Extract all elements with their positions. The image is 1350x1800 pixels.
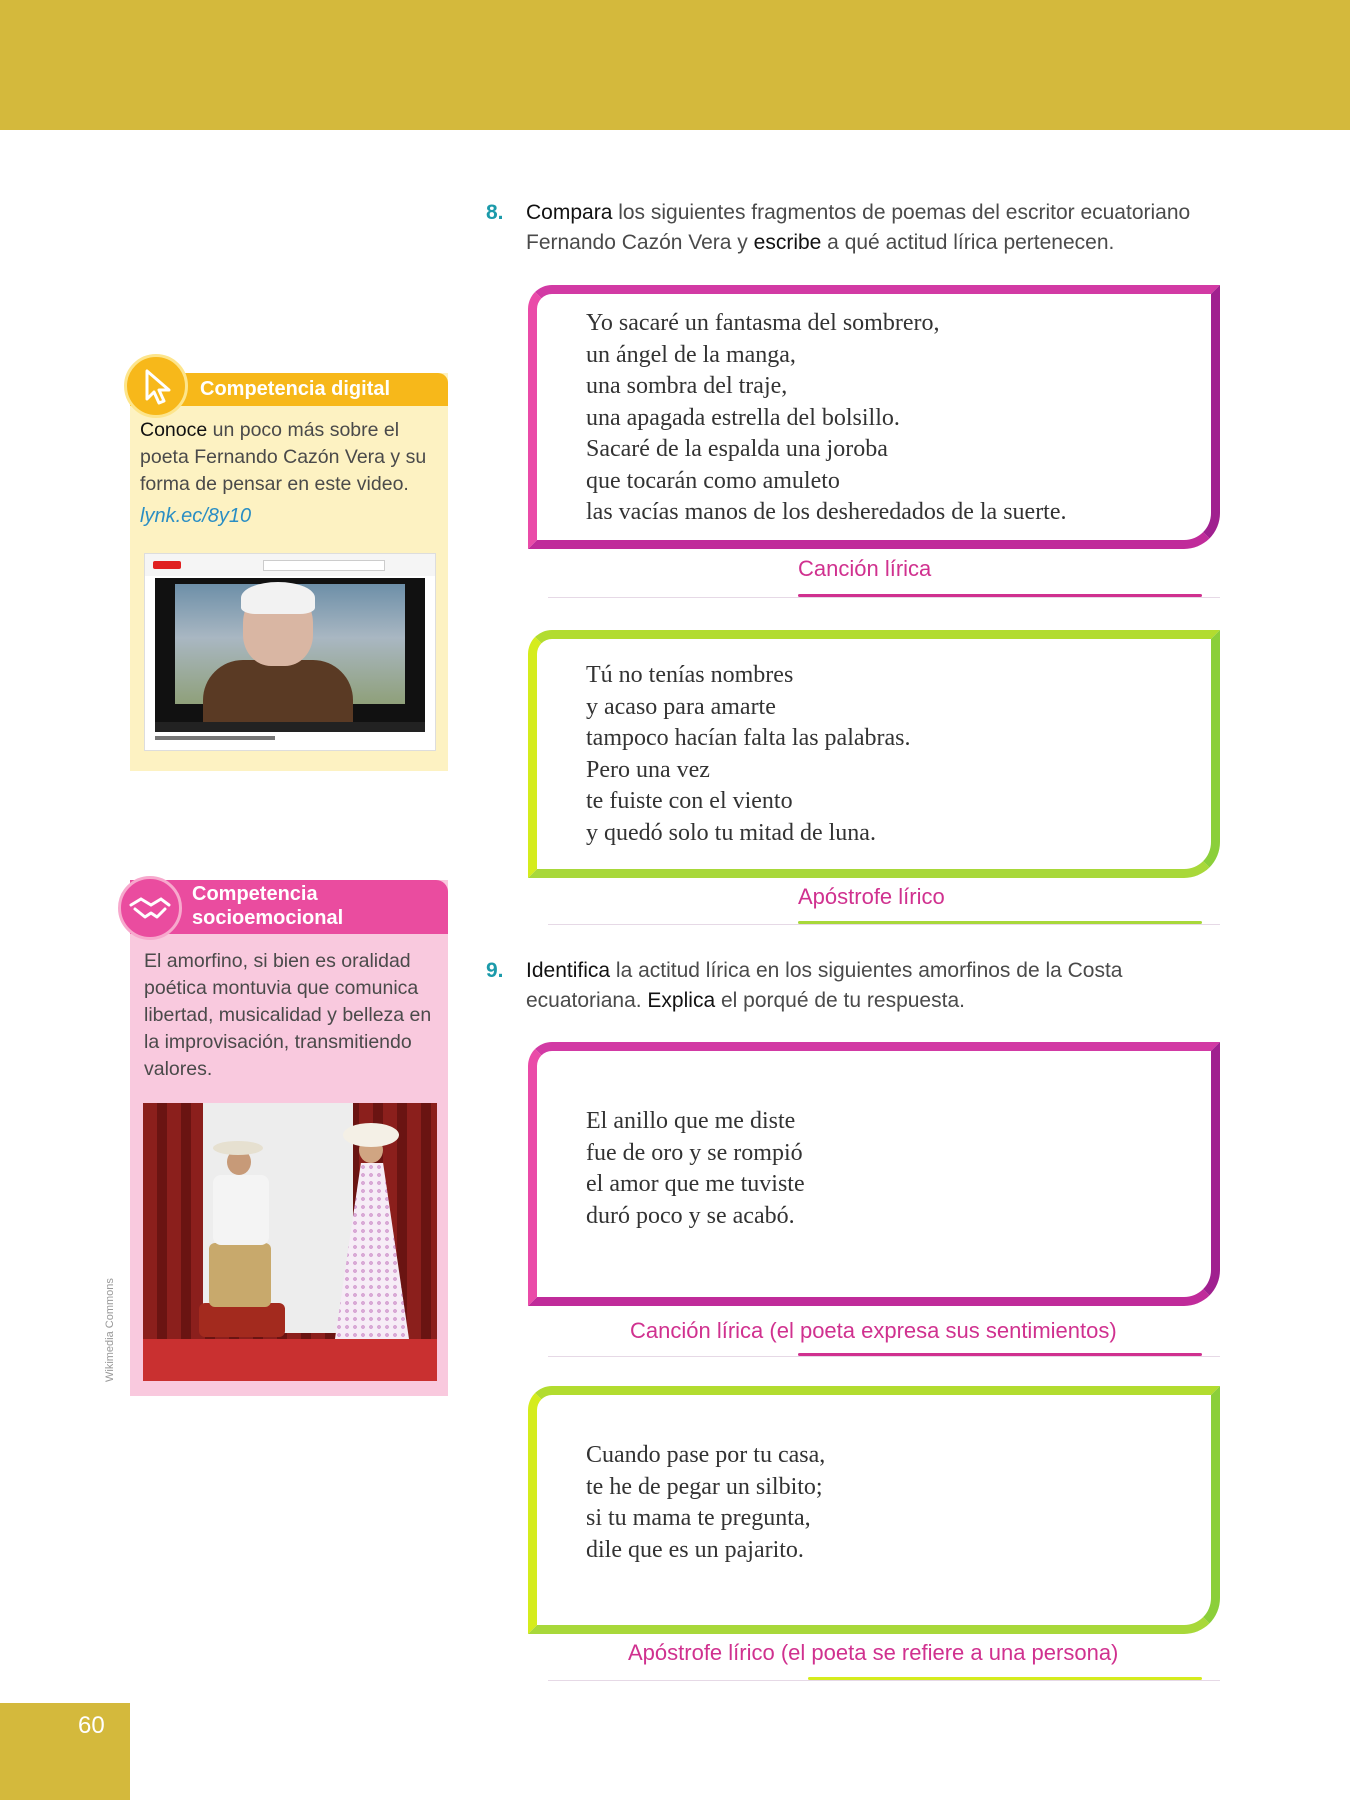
video-link[interactable]: lynk.ec/8y10 [140, 505, 252, 527]
amorfino-performers-photo [143, 1103, 437, 1381]
video-player[interactable] [155, 578, 425, 732]
instruction-verb: escribe [753, 231, 822, 254]
video-logo-icon [153, 561, 181, 569]
video-thumbnail[interactable] [144, 553, 436, 751]
answer-underline [798, 594, 1202, 597]
answer-line [548, 597, 1220, 598]
video-search-bar [263, 560, 385, 571]
activity-8-instruction [486, 198, 1226, 258]
photo-stage [143, 1339, 437, 1381]
instruction-part: el porqué de tu respuesta. [715, 989, 965, 1012]
socioemotional-competence-text: El amorfino, si bien es oralidad poética montuvia que comunica libertad, musicalidad y belleza en la improvisación, transmitiendo valores. [144, 950, 432, 1080]
photo-credit: Wikimedia Commons [104, 1278, 116, 1382]
answer-text-4: Apóstrofe lírico (el poeta se refiere a una persona) [628, 1640, 1119, 1665]
amorfino-1: El anillo que me diste fue de oro y se rompió el amor que me tuviste duró poco y se acabó. [586, 1108, 805, 1229]
instruction-part: los siguientes fragmentos de poemas del escritor ecuatoriano Fernando Cazón Vera y [526, 201, 1191, 254]
boy-boots [199, 1303, 285, 1337]
top-color-band [0, 0, 1350, 130]
activity-number: 9. [486, 959, 504, 982]
answer-underline [798, 921, 1202, 924]
instruction-part: a qué actitud lírica pertenecen. [821, 231, 1115, 254]
boy-pants [209, 1243, 271, 1307]
answer-underline [798, 1353, 1202, 1356]
instruction-verb: Explica [647, 989, 716, 1012]
activity-number: 8. [486, 201, 504, 224]
video-site-bar [145, 554, 435, 576]
digital-competence-text [140, 417, 440, 498]
answer-line [548, 1356, 1220, 1357]
video-controls-bar[interactable] [155, 722, 425, 732]
video-person-hair [241, 582, 315, 614]
answer-text-1: Canción lírica [798, 556, 932, 581]
answer-underline [808, 1677, 1202, 1680]
girl-hat [343, 1123, 399, 1147]
page-number-box [0, 1703, 130, 1800]
socioemotional-competence-title: Competencia socioemocional [192, 883, 344, 929]
page-number: 60 [78, 1712, 105, 1739]
poem-fragment-2: Tú no tenías nombres y acaso para amarte tampoco hacían falta las palabras. Pero una vez te fuiste con el viento y quedó solo tu mitad de luna. [586, 662, 911, 846]
video-caption [155, 736, 275, 740]
digital-verb: Conoce [140, 419, 208, 441]
instruction-text [526, 198, 1226, 258]
answer-line [548, 1680, 1220, 1681]
instruction-verb: Compara [526, 201, 613, 224]
digital-competence-title: Competencia digital [200, 378, 391, 400]
cursor-icon [124, 354, 188, 418]
activity-9-instruction [486, 956, 1226, 1016]
instruction-part: la actitud lírica en los siguientes amorfinos de la Costa ecuatoriana. [526, 959, 1123, 1012]
poem-fragment-1: Yo sacaré un fantasma del sombrero, un ángel de la manga, una sombra del traje, una apagada estrella del bolsillo. Sacaré de la espalda una joroba que tocarán como amuleto las vacías manos de los desheredados de la suerte. [586, 310, 1067, 525]
instruction-text [526, 956, 1226, 1016]
digital-text-part: un poco más sobre el poeta Fernando Cazón Vera y su forma de pensar en este video. [140, 419, 427, 495]
instruction-verb: Identifica [526, 959, 611, 982]
boy-shirt [213, 1175, 269, 1245]
answer-line [548, 924, 1220, 925]
answer-text-2: Apóstrofe lírico [798, 884, 945, 909]
boy-hat [213, 1141, 263, 1155]
amorfino-2: Cuando pase por tu casa, te he de pegar un silbito; si tu mama te pregunta, dile que es un pajarito. [586, 1442, 826, 1563]
handshake-icon [118, 876, 182, 940]
answer-text-3: Canción lírica (el poeta expresa sus sentimientos) [630, 1318, 1117, 1343]
